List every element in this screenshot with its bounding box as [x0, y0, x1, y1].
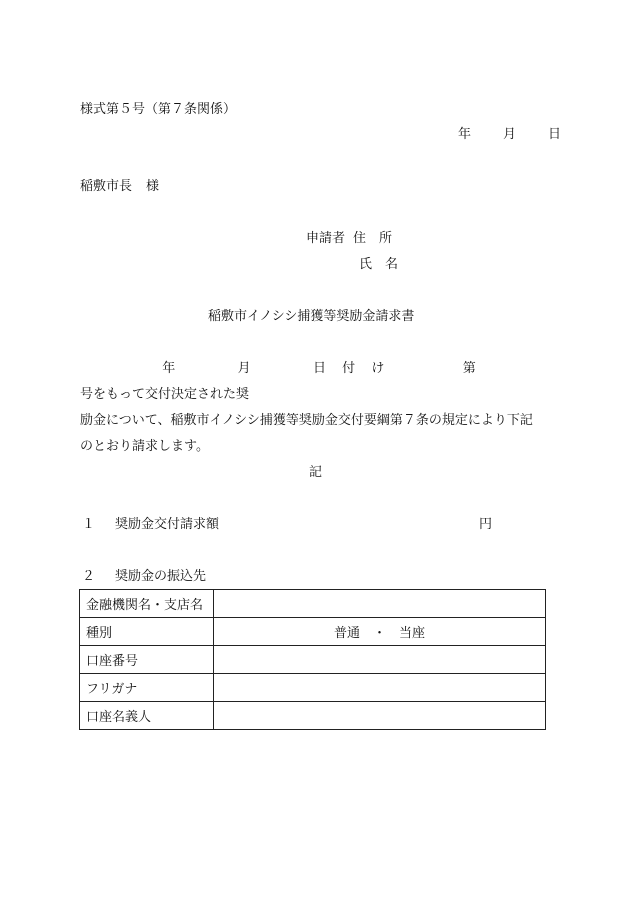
- item-1-number: １: [82, 517, 96, 532]
- table-row: [80, 646, 546, 674]
- bank-name-field[interactable]: [214, 590, 546, 618]
- account-type-options[interactable]: 普通 ・ 当座: [214, 618, 546, 646]
- body-paragraph: [80, 356, 550, 460]
- addressee: [80, 179, 159, 195]
- applicant-label: 申請者: [306, 231, 346, 246]
- form-number: 様式第５号（第７条関係）: [80, 102, 237, 117]
- applicant-address-line: [306, 231, 392, 247]
- table-row: [80, 702, 546, 730]
- item-1-label: 奨励金交付請求額: [115, 517, 220, 532]
- item-2-label: 奨励金の振込先: [115, 569, 207, 584]
- bank-name-label: 金融機関名・支店名: [80, 590, 214, 618]
- table-row: [80, 674, 546, 702]
- date-year: 年: [458, 127, 472, 142]
- furigana-field[interactable]: [214, 674, 546, 702]
- item-2: [82, 569, 206, 585]
- body-year: 年: [146, 361, 192, 376]
- body-month: 月: [221, 361, 267, 376]
- document-title: 稲敷市イノシシ捕獲等奨励金請求書: [208, 309, 415, 324]
- furigana-label: フリガナ: [80, 674, 214, 702]
- account-number-field[interactable]: [214, 646, 546, 674]
- table-row: [80, 618, 546, 646]
- body-line3: のとおり請求します。: [80, 439, 209, 454]
- date-month: 月: [503, 127, 517, 142]
- item-1: [82, 517, 219, 533]
- date-day: 日: [548, 127, 562, 142]
- addressee-honorific: 様: [146, 179, 160, 194]
- body-dated: 日付け: [296, 361, 401, 376]
- body-line2: 励金について、稲敷市イノシシ捕獲等奨励金交付要綱第７条の規定により下記: [80, 413, 533, 428]
- date-line: [458, 127, 561, 143]
- addressee-name: 稲敷市長: [80, 179, 133, 194]
- applicant-address: 住 所: [353, 231, 393, 246]
- account-number-label: 口座番号: [80, 646, 214, 674]
- account-holder-label: 口座名義人: [80, 702, 214, 730]
- account-holder-field[interactable]: [214, 702, 546, 730]
- table-row: [80, 590, 546, 618]
- body-line1-end: 号をもって交付決定された奨: [80, 387, 250, 402]
- bank-account-table: [79, 589, 546, 730]
- ki-heading: 記: [309, 465, 323, 480]
- item-1-unit: 円: [479, 517, 493, 532]
- applicant-name: 氏 名: [359, 257, 399, 272]
- body-number: 第: [446, 361, 492, 376]
- account-type-label: 種別: [80, 618, 214, 646]
- item-2-number: ２: [82, 569, 96, 584]
